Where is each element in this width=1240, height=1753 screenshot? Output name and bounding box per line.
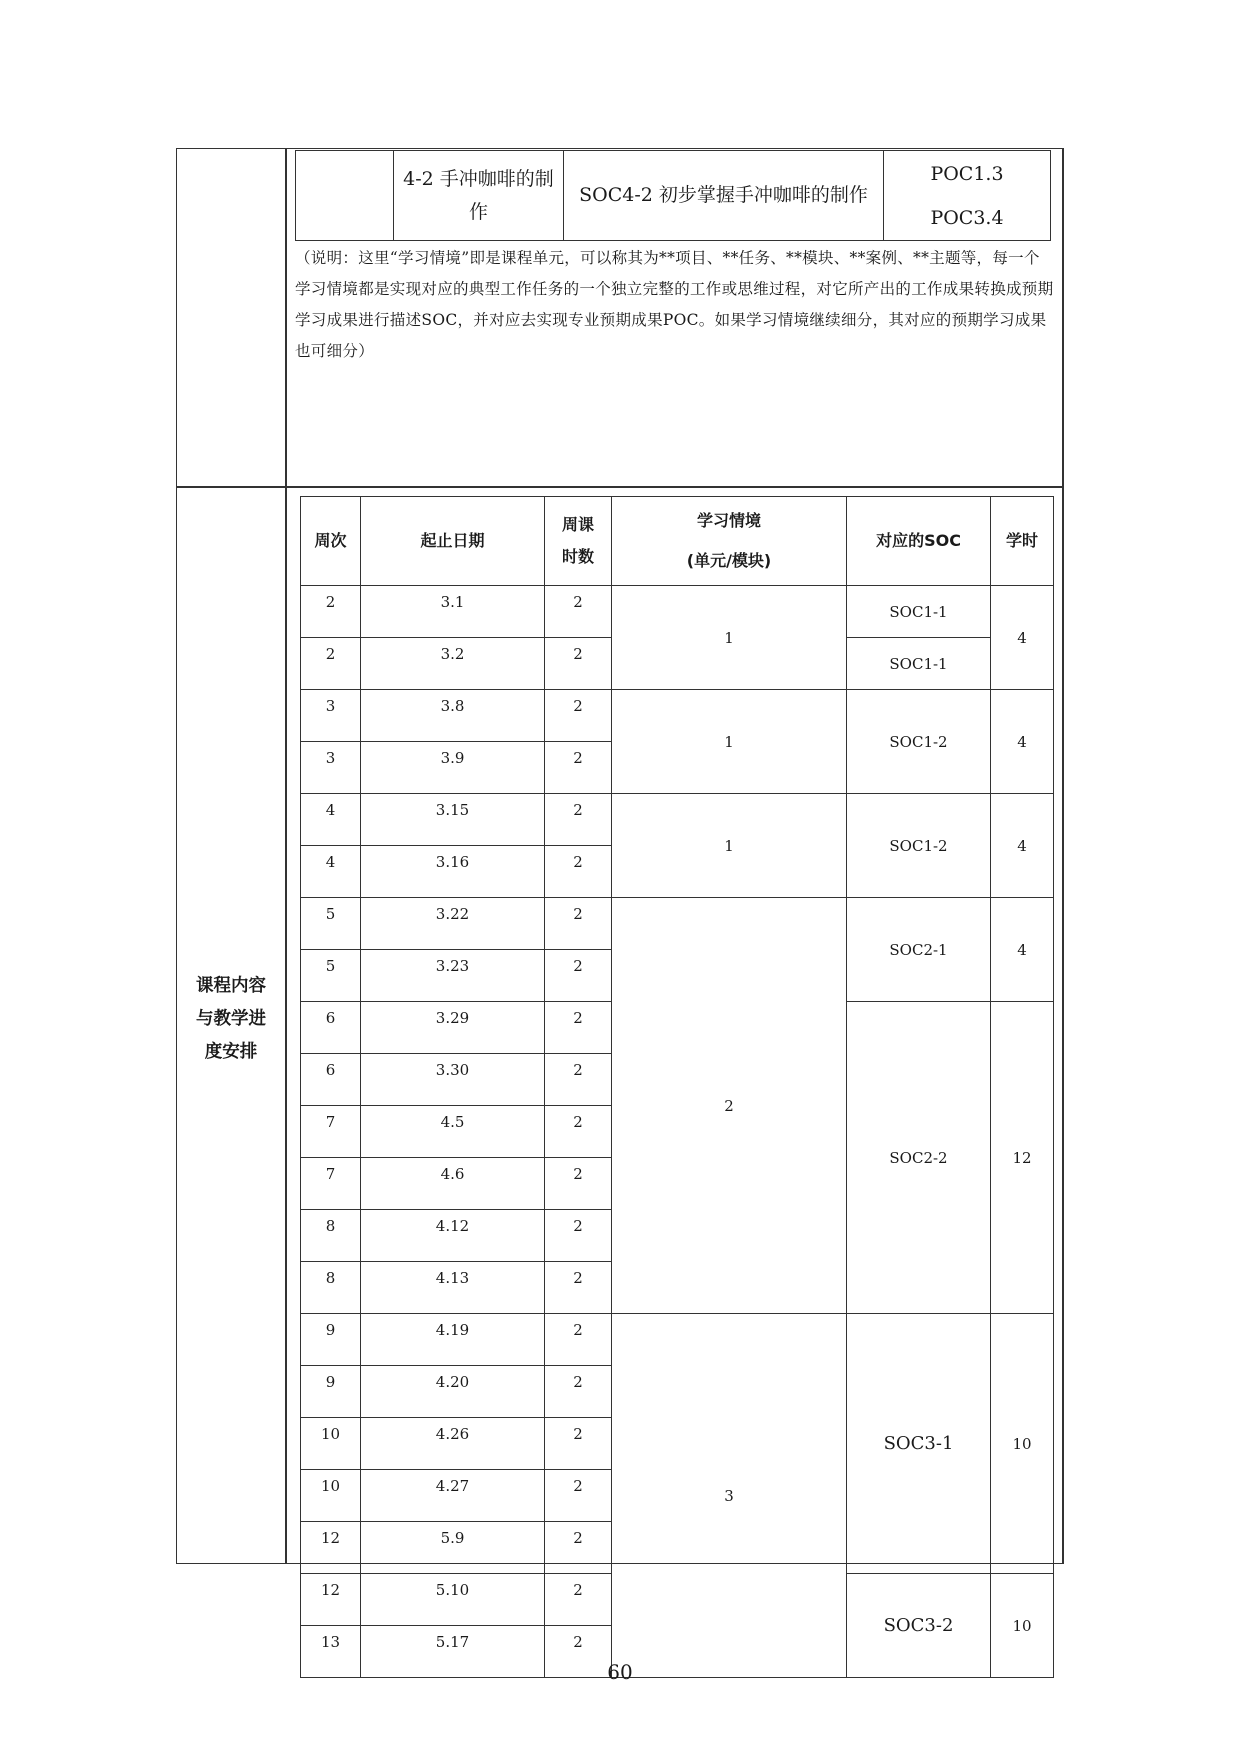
hours-cell: 2 [545, 1418, 612, 1470]
header-situation-sub: (单元/模块) [686, 551, 772, 570]
soc-cell: SOC1-1 [847, 586, 991, 638]
soc-cell: SOC2-1 [847, 898, 991, 1002]
week-cell: 6 [301, 1002, 361, 1054]
date-cell: 4.5 [361, 1106, 545, 1158]
date-cell: 3.23 [361, 950, 545, 1002]
hours-cell: 2 [545, 1002, 612, 1054]
week-cell: 10 [301, 1470, 361, 1522]
row-divider [176, 486, 1064, 488]
situation-cell: 1 [612, 586, 847, 690]
date-cell: 4.12 [361, 1210, 545, 1262]
date-cell: 4.20 [361, 1366, 545, 1418]
page-number: 60 [607, 1660, 633, 1684]
situation-cell: 1 [612, 690, 847, 794]
date-cell: 5.10 [361, 1574, 545, 1626]
hours-cell: 2 [545, 1314, 612, 1366]
week-cell: 5 [301, 898, 361, 950]
week-cell: 9 [301, 1314, 361, 1366]
table-row [301, 794, 1054, 846]
right-border [1062, 148, 1064, 1564]
week-cell: 7 [301, 1158, 361, 1210]
table-row [301, 690, 1054, 742]
week-cell: 7 [301, 1106, 361, 1158]
unit-name-cell: 4-2 手冲咖啡的制作 [394, 151, 564, 241]
hours-cell: 2 [545, 846, 612, 898]
soc-hours-cell: 4 [991, 690, 1054, 794]
week-cell: 6 [301, 1054, 361, 1106]
header-situation [612, 497, 847, 586]
week-cell: 4 [301, 794, 361, 846]
hours-cell: 2 [545, 1106, 612, 1158]
soc-cell: SOC1-1 [847, 638, 991, 690]
week-cell: 9 [301, 1366, 361, 1418]
date-cell: 4.19 [361, 1314, 545, 1366]
week-cell: 10 [301, 1418, 361, 1470]
soc-cell: SOC3-2 [847, 1574, 991, 1678]
hours-cell: 2 [545, 1158, 612, 1210]
header-hours-per-week: 周课时数 [545, 497, 612, 586]
situation-cell: 2 [612, 898, 847, 1314]
hours-cell: 2 [545, 794, 612, 846]
date-cell: 3.15 [361, 794, 545, 846]
unit-row [296, 151, 1051, 241]
hours-cell: 2 [545, 638, 612, 690]
table-row [301, 586, 1054, 638]
column-divider [285, 148, 287, 1564]
poc-item: POC3.4 [930, 206, 1004, 229]
hours-cell: 2 [545, 586, 612, 638]
date-cell: 5.9 [361, 1522, 545, 1574]
week-cell: 3 [301, 742, 361, 794]
explanation-note: （说明：这里“学习情境”即是课程单元，可以称其为**项目、**任务、**模块、**案例、**主题等，每一个学习情境都是实现对应的典型工作任务的一个独立完整的工作或思维过程，对它所产出的工作成果转换成预期学习成果进行描述SOC，并对应去实现专业预期成果POC。如果学习情境继续细分，其对应的预期学习成果也可细分） [295, 249, 1054, 360]
table-row [301, 1314, 1054, 1366]
date-cell: 3.2 [361, 638, 545, 690]
date-cell: 3.1 [361, 586, 545, 638]
header-hours: 学时 [991, 497, 1054, 586]
hours-cell: 2 [545, 1366, 612, 1418]
situation-cell: 1 [612, 794, 847, 898]
section-label: 课程内容与教学进度安排 [196, 976, 266, 1062]
hours-cell: 2 [545, 742, 612, 794]
unit-table [295, 150, 1051, 241]
header-dates: 起止日期 [361, 497, 545, 586]
soc-cell: SOC1-2 [847, 794, 991, 898]
date-cell: 4.13 [361, 1262, 545, 1314]
soc-cell: SOC1-2 [847, 690, 991, 794]
date-cell: 4.27 [361, 1470, 545, 1522]
hours-cell: 2 [545, 898, 612, 950]
date-cell: 3.16 [361, 846, 545, 898]
soc-hours-cell: 10 [991, 1314, 1054, 1574]
schedule-table [300, 496, 1054, 1678]
week-cell: 3 [301, 690, 361, 742]
soc-cell: SOC3-1 [847, 1314, 991, 1574]
hours-cell: 2 [545, 1470, 612, 1522]
soc-hours-cell: 4 [991, 898, 1054, 1002]
date-cell: 3.9 [361, 742, 545, 794]
hours-cell: 2 [545, 690, 612, 742]
header-week: 周次 [301, 497, 361, 586]
header-situation-title: 学习情境 [696, 511, 761, 530]
date-cell: 3.29 [361, 1002, 545, 1054]
week-cell: 2 [301, 586, 361, 638]
table-row [301, 898, 1054, 950]
week-cell: 8 [301, 1262, 361, 1314]
week-cell: 2 [301, 638, 361, 690]
soc-hours-cell: 12 [991, 1002, 1054, 1314]
poc-item: POC1.3 [930, 162, 1004, 185]
hours-cell: 2 [545, 1210, 612, 1262]
week-cell: 5 [301, 950, 361, 1002]
schedule-header-row [301, 497, 1054, 586]
hours-cell: 2 [545, 1626, 612, 1678]
hours-cell: 2 [545, 1262, 612, 1314]
soc-hours-cell: 4 [991, 794, 1054, 898]
week-cell: 4 [301, 846, 361, 898]
unit-poc-cell [884, 151, 1051, 241]
week-cell: 8 [301, 1210, 361, 1262]
date-cell: 3.30 [361, 1054, 545, 1106]
date-cell: 3.8 [361, 690, 545, 742]
soc-cell: SOC2-2 [847, 1002, 991, 1314]
soc-hours-cell: 10 [991, 1574, 1054, 1678]
date-cell: 4.26 [361, 1418, 545, 1470]
week-cell: 12 [301, 1574, 361, 1626]
situation-cell: 3 [612, 1314, 847, 1678]
date-cell: 4.6 [361, 1158, 545, 1210]
date-cell: 3.22 [361, 898, 545, 950]
header-soc: 对应的SOC [847, 497, 991, 586]
hours-cell: 2 [545, 1522, 612, 1574]
date-cell: 5.17 [361, 1626, 545, 1678]
hours-cell: 2 [545, 950, 612, 1002]
week-cell: 12 [301, 1522, 361, 1574]
hours-cell: 2 [545, 1574, 612, 1626]
hours-cell: 2 [545, 1054, 612, 1106]
week-cell: 13 [301, 1626, 361, 1678]
soc-hours-cell: 4 [991, 586, 1054, 690]
unit-soc-cell: SOC4-2 初步掌握手冲咖啡的制作 [564, 151, 884, 241]
unit-empty-cell [296, 151, 394, 241]
